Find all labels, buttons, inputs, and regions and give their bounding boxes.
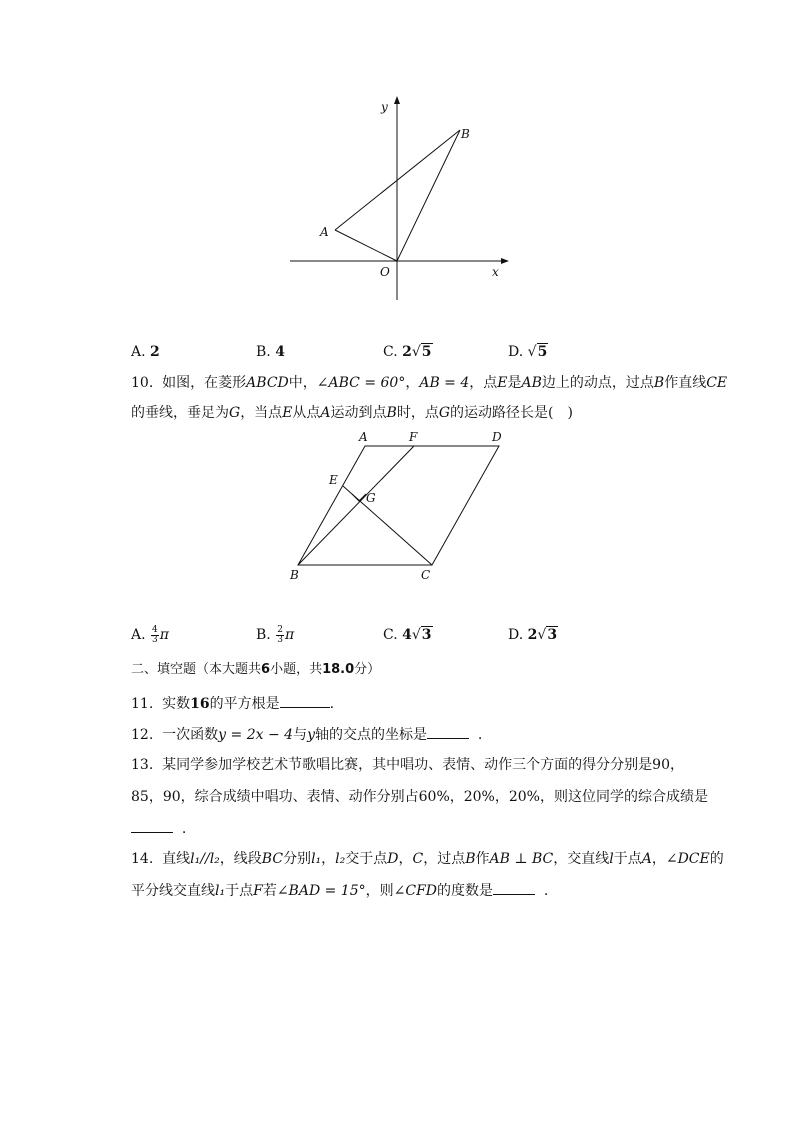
q13-line-2: 85，90，综合成绩中唱功、表情、动作分别占60%，20%，20%，则这位同学的综合成绩是 [131, 789, 708, 805]
label-f: F [409, 430, 418, 444]
q11-answer-blank[interactable] [280, 693, 330, 708]
q13-answer-blank[interactable] [131, 818, 173, 833]
q10-line-2: 的垂线，垂足为G，当点E从点A运动到点B时，点G的运动路径长是( ) [131, 405, 573, 421]
q13-line-3: . [131, 818, 186, 839]
label-e: E [329, 473, 338, 487]
label-d: D [492, 430, 502, 444]
q10-option-a[interactable]: A. $\frac{4}{3}$ π [131, 624, 169, 645]
segment-ao [335, 230, 397, 261]
segment-ob [397, 130, 460, 261]
q12-answer-blank[interactable] [427, 724, 469, 739]
q11-text: 11. 实数16的平方根是 . [131, 693, 334, 714]
section-heading: 二、填空题（本大题共6小题，共18.0分） [131, 662, 381, 677]
q9-option-d[interactable]: D. √5 [508, 344, 548, 360]
coordinate-figure [280, 90, 510, 305]
q14-answer-blank[interactable] [493, 880, 535, 895]
q9-option-b[interactable]: B. 4 [256, 344, 285, 360]
label-g: G [366, 491, 376, 505]
label-o: O [380, 265, 390, 279]
label-x: x [492, 265, 499, 279]
q10-option-b[interactable]: B. $\frac{2}{3}$ π [256, 624, 295, 645]
q14-line-2: 平分线交直线l₁于点F若∠BAD = 15°，则∠CFD的度数是 . [131, 880, 548, 901]
label-y: y [381, 100, 388, 114]
q12-text: 12. 一次函数y = 2x − 4与y轴的交点的坐标是 . [131, 724, 482, 745]
label-c: C [421, 568, 431, 582]
q9-option-a[interactable]: A. 2 [131, 344, 160, 360]
q14-line-1: 14. 直线l₁//l₂，线段BC分别l₁，l₂交于点D，C，过点B作AB ⊥ BC，交直线l于点A，∠DCE的 [131, 851, 724, 867]
label-b: B [461, 127, 470, 141]
rhombus-abcd [298, 446, 499, 565]
segment-bf [298, 446, 414, 565]
q13-line-1: 13. 某同学参加学校艺术节歌唱比赛，其中唱功、表情、动作三个方面的得分分别是90， [131, 757, 684, 773]
q10-line-1: 10. 如图，在菱形ABCD中，∠ABC = 60°，AB = 4，点E是AB边上的动点，过点B作直线CE [131, 375, 728, 391]
label-a: A [320, 225, 329, 239]
q10-option-c[interactable]: C. 4√3 [383, 627, 432, 643]
label-b: B [290, 568, 299, 582]
label-a: A [359, 430, 368, 444]
rhombus-figure [285, 425, 510, 585]
q9-option-c[interactable]: C. 2√5 [383, 344, 432, 360]
q10-option-d[interactable]: D. 2√3 [508, 627, 558, 643]
